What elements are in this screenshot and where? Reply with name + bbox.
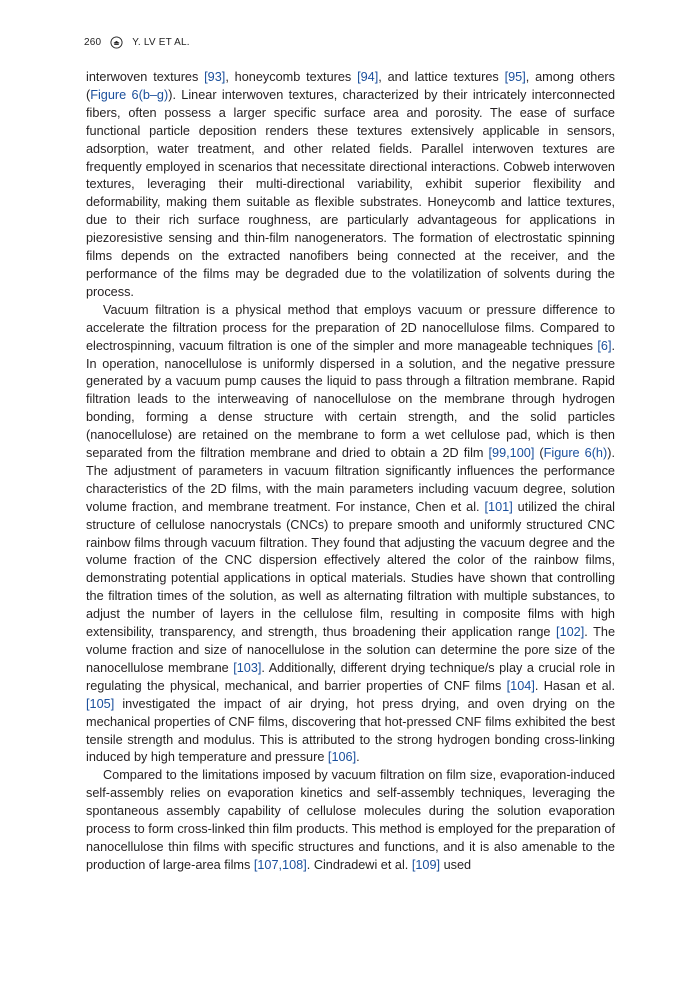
- paragraph-text: interwoven textures: [86, 70, 205, 84]
- citation-link[interactable]: [109]: [411, 857, 441, 872]
- paragraph-text: . Hasan et al.: [534, 678, 615, 693]
- paragraph-text: used: [440, 857, 472, 872]
- citation-link[interactable]: [105]: [86, 696, 115, 711]
- paragraph-text: Compared to the limitations imposed by vacuum filtration on film size, evaporation-induced self-assembly relies on evaporation kinetics and self-assembly techniques, leveraging the spontaneous assembly capability of cellulose molecules during the solution evaporation process to form cross-linked thin film products. This method is employed for the preparation of nanocellulose thin films with specific structures and functions, and it is also amenable to the production of large-area films: [86, 768, 615, 872]
- citation-link[interactable]: [102]: [556, 625, 585, 640]
- citation-link[interactable]: [107,108]: [253, 857, 307, 872]
- body-paragraph: [86, 69, 615, 302]
- citation-link[interactable]: Figure 6(b–g): [90, 87, 169, 102]
- publisher-logo-icon: [110, 36, 123, 49]
- paragraph-text: ). The adjustment of parameters in vacuum filtration significantly influences the performance characteristics of the 2D films, with the main parameters including vacuum degree, solution volume fraction, and membrane treatment. For instance, Chen et al.: [86, 446, 615, 514]
- citation-link[interactable]: [106]: [327, 750, 357, 765]
- citation-link[interactable]: [99,100]: [488, 446, 535, 461]
- paragraph-text: ). Linear interwoven textures, characterized by their intricately interconnected fibers, often possess a larger specific surface area and porosity. The ease of surface functional particle deposition renders these textures extensively applicable in sensors, adsorption, water treatment, and other related fields. Parallel interwoven textures are frequently employed in scenarios that necessitate directional interactions. Cobweb interwoven textures, leveraging their multi-directional variability, exhibit superior flexibility and deformability, making them suitable as flexible substrates. Honeycomb and lattice textures, due to their rich surface roughness, are particularly advantageous for applications in piezoresistive sensing and thin-film nanogenerators. The formation of electrostatic spinning films depends on the extracted nanofibers being connected at the receiver, and the performance of the films may be degraded due to the volatilization of solvents during the process.: [86, 87, 615, 299]
- running-authors: Y. LV ET AL.: [132, 37, 190, 48]
- citation-link[interactable]: [103]: [233, 660, 262, 675]
- paragraph-text: . Additionally, different drying technique/s play a crucial role in regulating the physical, mechanical, and barrier properties of CNF films: [86, 660, 616, 693]
- citation-link[interactable]: Figure 6(h): [543, 446, 608, 461]
- paragraph-text: utilized the chiral structure of cellulose nanocrystals (CNCs) to prepare smooth and uniformly structured CNC rainbow films through vacuum filtration. They found that adjusting the vacuum degree and the volume fraction of the CNC dispersion effectively altered the color of the rainbow films, demonstrating potential applications in optical materials. Studies have shown that controlling the filtration times of the solution, as well as alternating filtration with multiple substances, to adjust the number of layers in the cellulose film, resulting in composite films with high extensibility, transparency, and strength, thus broadening their application range: [86, 499, 615, 640]
- body-paragraph: [86, 302, 615, 768]
- citation-link[interactable]: [104]: [506, 678, 535, 693]
- paragraph-text: . The volume fraction and size of nanocellulose in the solution can determine the pore size of the nanocellulose membrane: [86, 625, 615, 675]
- paragraph-text: (: [534, 446, 544, 461]
- paragraph-text: . Cindradewi et al.: [306, 857, 412, 872]
- citation-link[interactable]: [6]: [597, 338, 612, 353]
- article-body: [86, 69, 615, 875]
- paragraph-text: , among others (: [86, 70, 615, 102]
- paragraph-text: .: [356, 750, 360, 765]
- body-paragraph: [86, 767, 615, 874]
- paragraph-text: , and lattice textures: [378, 70, 505, 84]
- citation-link[interactable]: [93]: [204, 70, 226, 84]
- paragraph-text: , honeycomb textures: [225, 70, 358, 84]
- citation-link[interactable]: [101]: [484, 499, 513, 514]
- paragraph-text: investigated the impact of air drying, hot press drying, and oven drying on the mechanical properties of CNF films, discovering that hot-pressed CNF films exhibited the best tensile strength and modulus. This is attributed to the strong hydrogen bonding cross-linking induced by high temperature and pressure: [86, 696, 615, 765]
- citation-link[interactable]: [94]: [357, 70, 379, 84]
- paragraph-text: . In operation, nanocellulose is uniformly dispersed in a solution, and the negative pressure generated by a vacuum pump causes the liquid to pass through a filtration membrane. Rapid filtration leads to the interweaving of nanocellulose on the membrane through hydrogen bonding, forming a dense structure with certain strength, and the solid particles (nanocellulose) are retained on the membrane to form a wet cellulose pad, which is then separated from the filtration membrane and dried to obtain a 2D film: [86, 338, 615, 461]
- page-number: 260: [84, 37, 102, 48]
- running-header: [84, 36, 190, 49]
- citation-link[interactable]: [95]: [504, 70, 526, 84]
- paragraph-text: Vacuum filtration is a physical method that employs vacuum or pressure difference to accelerate the filtration process for the preparation of 2D nanocellulose films. Compared to electrospinning, vacuum filtration is one of the simpler and more manageable techniques: [86, 302, 615, 353]
